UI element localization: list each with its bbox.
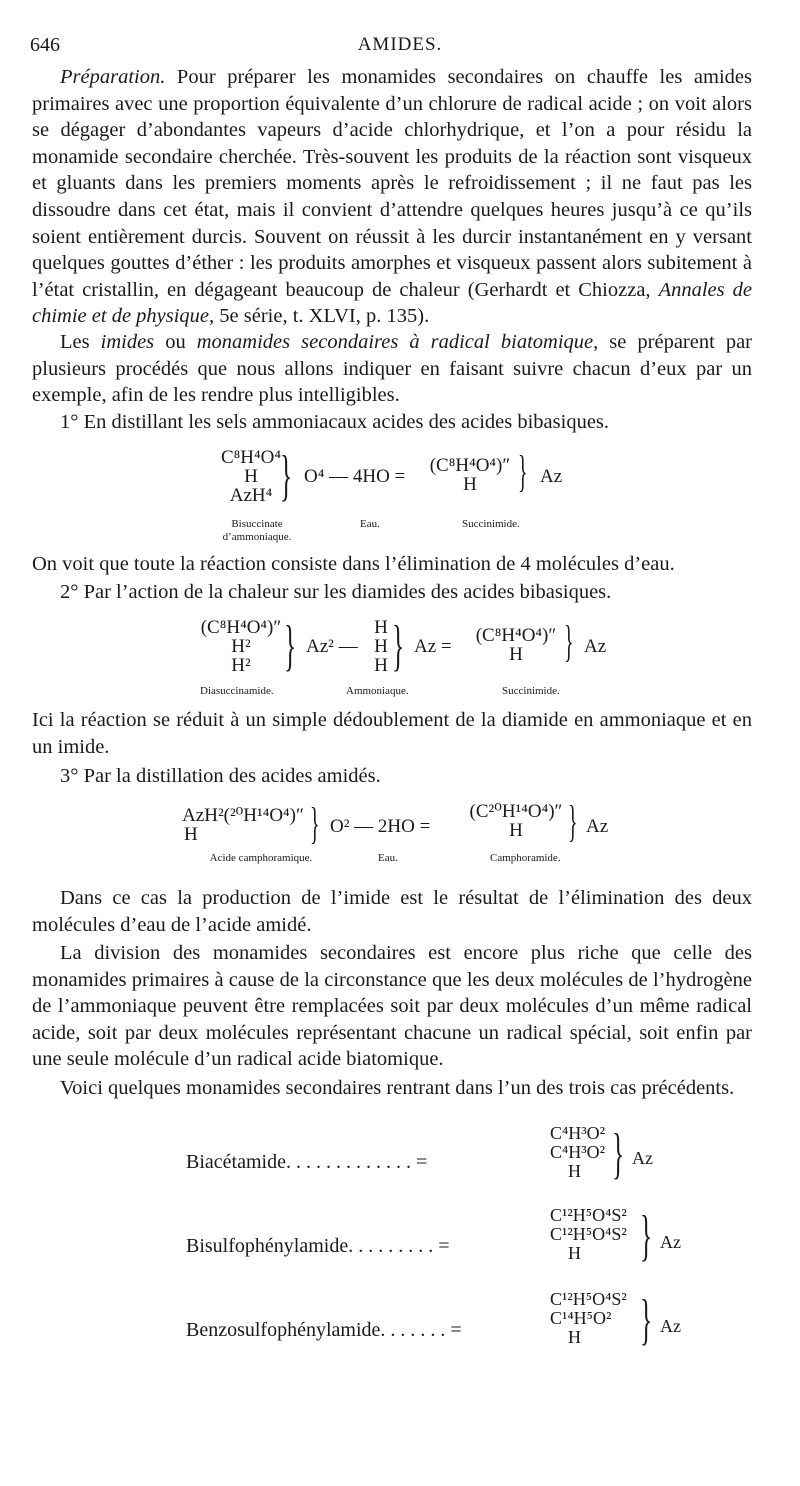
formula-operator: Az² — [306,636,358,657]
caption: Eau. [360,518,380,530]
caption: Camphoramide. [490,852,561,864]
list-item [0,1290,800,1356]
page-header [30,34,770,60]
paragraph-tail: 5e série, t. XLVI, p. 135). [214,305,430,328]
right-brace: } [568,797,578,846]
paragraph-text: Pour préparer les monamides secondaires on chauffe les amides primaires avec une proportion équivalente d’un chlorure de radical acide ; on voit alors se dégager d’abondantes vapeurs d’acide chlorhydrique, et l’on a pour résidu la monamide secondaire cherchée. Très-souvent les produits de la réaction sont visqueux et gluants dans les premiers moments après le refroidissement ; il ne faut pas les dissoudre dans cet état, mais il convient d’attendre quelques heures jusqu’à ce qu’ils soient entièrement durcis. Souvent on réussit à les durcir instantanément en y versant quelques gouttes d’éther : les produits amorphes et visqueux passent alors subitement à l’état cristallin, en dégageant beaucoup de chaleur (Gerhardt et Chiozza, [32,66,752,301]
formula-operator: O⁴ — 4HO = [304,466,406,487]
method-1-heading: 1° En distillant les sels ammoniacaux acides des acides bibasiques. [60,411,610,433]
formula-line: H [509,644,523,665]
right-brace: } [392,615,405,677]
right-brace: } [280,445,293,507]
formula-line: (C⁸H⁴O⁴)″ [475,625,557,646]
formula-az: Az [632,1148,653,1168]
caption: Succinimide. [462,518,520,530]
formula-mid-stack [368,618,394,675]
formula-line: C⁸H⁴O⁴ [221,447,281,468]
formula-line: H [509,820,523,841]
italic-term: monamides secondaires à radical biatomique, [196,331,599,353]
formula-line: AzH⁴ [229,485,273,506]
formula-3 [0,798,800,884]
paragraph-division: La division des monamides secondaires est encore plus riche que celle des monamides primaires à cause de la circonstance que les deux molécules de l’hydrogène de l’ammoniaque peuvent être remplacées soit par deux molécules d’un même radical acide, soit par deux molécules représentant chacune un radical spécial, soit enfin par une seule molécule d’un radical acide biatomique. [32,942,752,1071]
formula-left-stack [176,806,310,844]
caption: Ammoniaque. [346,685,409,697]
formula-operator: O² — 2HO = [330,816,431,837]
paragraph-examples-intro: Voici quelques monamides secondaires rentrant dans l’un des trois cas précédents. [60,1077,735,1099]
journal-reference: Annales de chimie et de physique, [32,278,752,328]
text-run: ou [154,331,197,353]
caption: Succinimide. [502,685,560,697]
formula-right-stack [468,626,564,664]
formula-line: H [463,474,477,495]
formula-line: C⁴H³O² [550,1123,606,1143]
formula-line: H² [231,655,251,676]
section-lead: Préparation. [60,66,166,88]
method-2-heading: 2° Par l’action de la chaleur sur les diamides des acides bibasiques. [60,581,612,603]
paragraph-imides [32,329,752,409]
list-item [0,1122,800,1188]
formula-line: H [374,655,388,676]
formula-az: Az [586,816,609,837]
formula-line: H [184,824,198,845]
formula-az: Az [660,1316,681,1336]
formula-az: Az [540,466,563,487]
formula-left-stack [198,618,284,675]
list-item [0,1206,800,1272]
formula-line: H [374,636,388,657]
formula-right-stack [422,456,518,494]
compound-name: Biacétamide. . . . . . . . . . . . . = [186,1151,428,1173]
paragraph-dedoublement: Ici la réaction se réduit à un simple dédoublement de la diamide en ammoniaque et en un imide. [32,709,752,758]
paragraph-amide-elimination: Dans ce cas la production de l’imide est le résultat de l’élimination des deux molécules d’eau de l’acide amidé. [32,887,752,936]
caption: Acide camphoramique. [209,852,313,864]
italic-term: imides [100,331,155,353]
formula-az: Az [660,1232,681,1252]
right-brace: } [564,617,574,666]
formula-operator: Az = [414,636,452,657]
formula-az: Az [584,636,607,657]
right-brace: } [640,1289,653,1351]
caption: Diasuccinamide. [200,685,274,697]
formula-2 [0,614,800,704]
formula-line: C⁴H³O² [550,1142,606,1162]
formula-line: H [568,1161,581,1181]
formula-line: H [568,1327,581,1347]
caption: Eau. [378,852,398,864]
compound-formula [550,1206,627,1263]
text-run: se préparent par plusieurs procédés que nous allons indiquer en faisant suivre chacun d’eux par un exemple, afin de les rendre plus intelligibles. [32,331,752,407]
paragraph-elimination: On voit que toute la réaction consiste dans l’élimination de 4 molécules d’eau. [32,553,675,575]
text-run: Les [60,331,101,353]
formula-line: (C⁸H⁴O⁴)″ [200,617,282,638]
compound-name: Bisulfophénylamide. . . . . . . . . = [186,1235,450,1257]
compound-name: Benzosulfophénylamide. . . . . . . = [186,1319,462,1341]
formula-right-stack [462,802,570,840]
formula-line: H² [231,636,251,657]
formula-line: (C²⁰H¹⁴O⁴)″ [469,801,563,822]
formula-line: H [568,1243,581,1263]
formula-line: H [244,466,258,487]
formula-line: C¹²H⁵O⁴S² [550,1205,627,1225]
formula-line: C¹²H⁵O⁴S² [550,1289,627,1309]
compound-formula [550,1290,627,1347]
method-3-heading: 3° Par la distillation des acides amidés. [60,765,381,787]
formula-line: C¹²H⁵O⁴S² [550,1224,627,1244]
page-number: 646 [30,34,60,56]
examples-list [0,1122,800,1362]
running-title: AMIDES. [357,34,443,55]
caption: Bisuccinate d’ammoniaque. [222,518,292,543]
formula-line: H [374,617,388,638]
right-brace: } [310,799,320,848]
right-brace: } [518,447,528,496]
formula-left-stack [216,448,286,505]
formula-line: C¹⁴H⁵O² [550,1308,612,1328]
right-brace: } [612,1123,625,1185]
paragraph-preparation [32,64,752,330]
compound-formula [550,1124,605,1181]
right-brace: } [284,615,297,677]
right-brace: } [640,1205,653,1267]
formula-line: AzH²(²⁰H¹⁴O⁴)″ [182,805,304,826]
formula-1 [0,445,800,548]
formula-line: (C⁸H⁴O⁴)″ [429,455,511,476]
